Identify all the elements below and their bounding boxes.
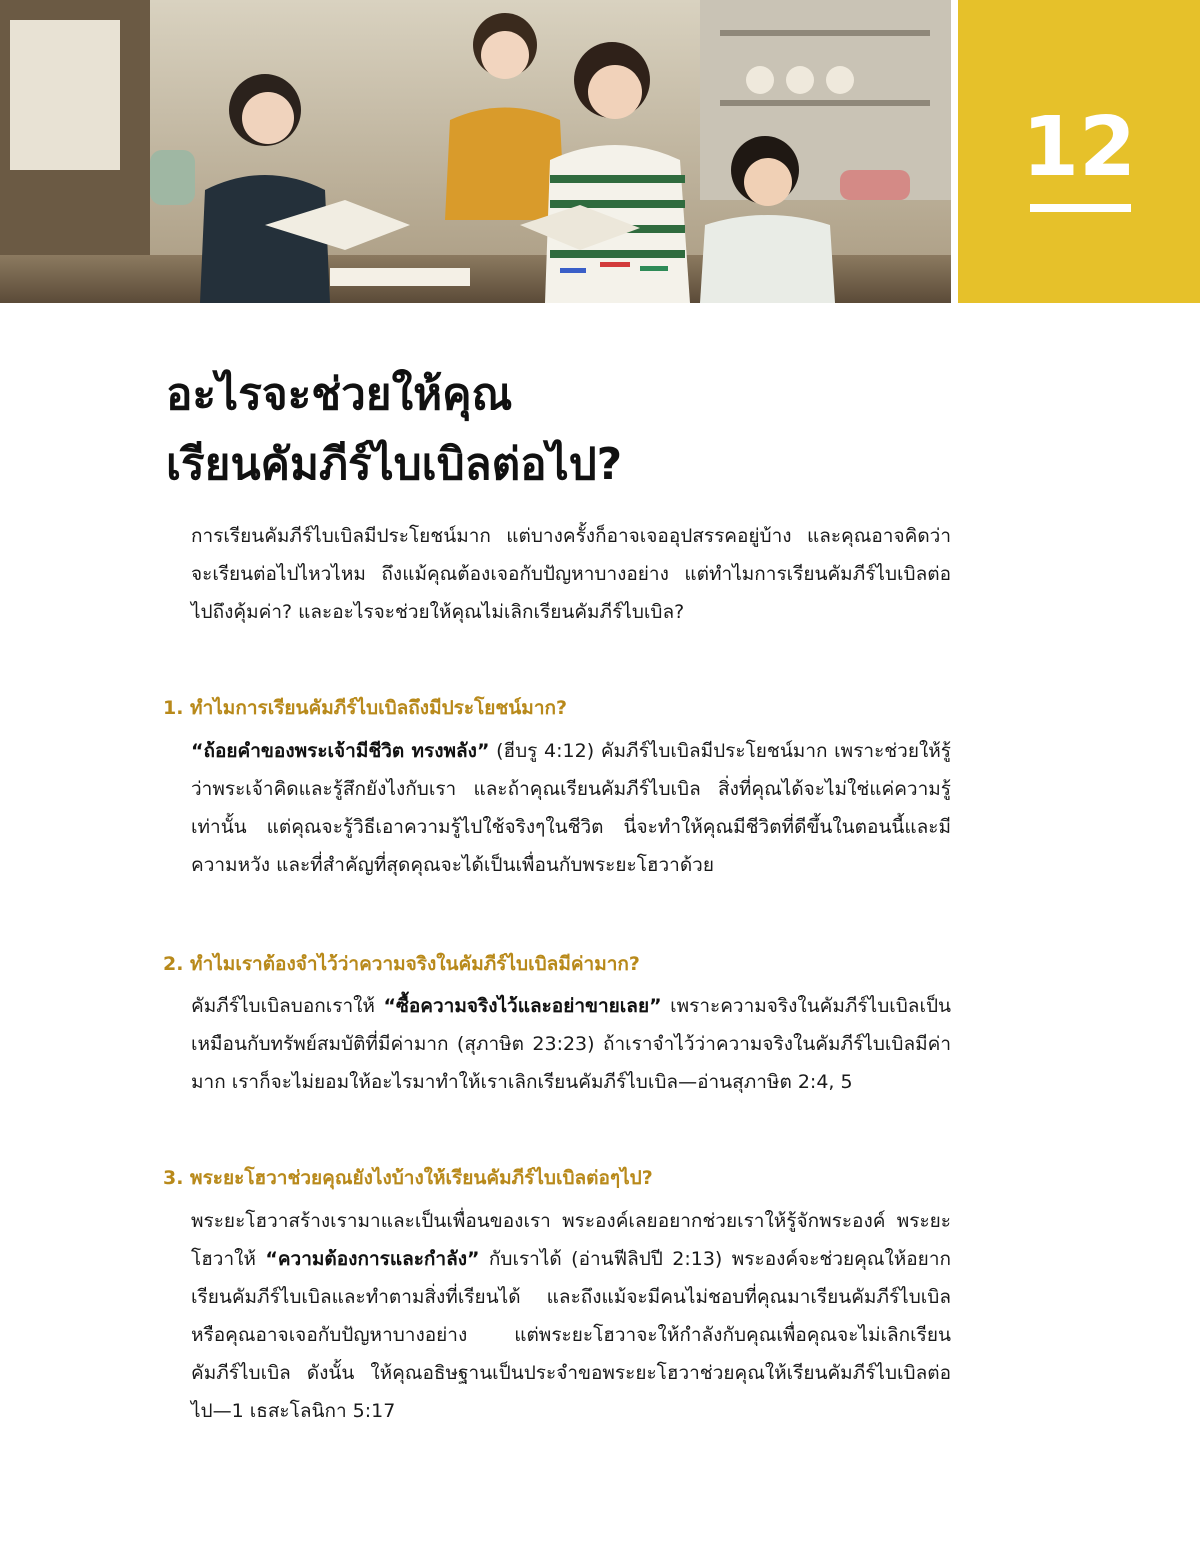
lesson-title	[166, 360, 966, 500]
answer-text: (ฮีบรู 4:12) คัมภีร์ไบเบิลมีประโยชน์มาก เพราะช่วยให้รู้ว่าพระเจ้าคิดและรู้สึกยังไงกับเรา และถ้าคุณเรียนคัมภีร์ไบเบิล สิ่งที่คุณได้จะไม่ใช่แค่ความรู้เท่านั้น แต่คุณจะรู้วิธีเอาความรู้ไปใช้จริงๆในชีวิต นี่จะทำให้คุณมีชีวิตที่ดีขึ้นในตอนนี้และมีความหวัง และที่สำคัญที่สุดคุณจะได้เป็นเพื่อนกับพระยะโฮวาด้วย	[191, 740, 951, 876]
lesson-title-line-2: เรียนคัมภีร์ไบเบิลต่อไป?	[166, 439, 623, 490]
scripture-quote: “ซื้อความจริงไว้และอย่าขายเลย”	[383, 995, 662, 1017]
answer-text: พระยะโฮวาสร้างเรามาและเป็นเพื่อนของเรา พระองค์เลยอยากช่วยเราให้รู้จักพระองค์ พระยะโฮวาให้	[191, 1210, 951, 1270]
question-heading: 3. พระยะโฮวาช่วยคุณยังไงบ้างให้เรียนคัมภีร์ไบเบิลต่อๆไป?	[163, 1167, 653, 1189]
chapter-number: 12	[1021, 100, 1137, 195]
answer-text: เพราะความจริงในคัมภีร์ไบเบิลเป็นเหมือนกับทรัพย์สมบัติที่มีค่ามาก (สุภาษิต 23:23) ถ้าเราจำไว้ว่าความจริงในคัมภีร์ไบเบิลมีค่ามาก เราก็จะไม่ยอมให้อะไรมาทำให้เราเลิกเรียนคัมภีร์ไบเบิล—อ่านสุภาษิต 2:4, 5	[191, 995, 951, 1093]
chapter-badge	[958, 0, 1200, 303]
family-bible-study-illustration	[0, 0, 951, 303]
scripture-quote: “ถ้อยคำของพระเจ้ามีชีวิต ทรงพลัง”	[191, 740, 490, 762]
answer-paragraph	[191, 987, 951, 1101]
header-photo	[0, 0, 951, 303]
answer-paragraph	[191, 732, 951, 884]
scripture-quote: “ความต้องการและกำลัง”	[265, 1248, 480, 1270]
question-heading: 1. ทำไมการเรียนคัมภีร์ไบเบิลถึงมีประโยชน์มาก?	[163, 697, 568, 719]
chapter-underline	[1030, 204, 1131, 212]
answer-text: กับเราได้ (อ่านฟีลิปปี 2:13) พระองค์จะช่วยคุณให้อยากเรียนคัมภีร์ไบเบิลและทำตามสิ่งที่เรียนได้ และถึงแม้จะมีคนไม่ชอบที่คุณมาเรียนคัมภีร์ไบเบิลหรือคุณอาจเจอกับปัญหาบางอย่าง แต่พระยะโฮวาจะให้กำลังกับคุณเพื่อคุณจะไม่เลิกเรียนคัมภีร์ไบเบิล ดังนั้น ให้คุณอธิษฐานเป็นประจำขอพระยะโฮวาช่วยคุณให้เรียนคัมภีร์ไบเบิลต่อไป—1 เธสะโลนิกา 5:17	[191, 1248, 951, 1422]
answer-paragraph	[191, 1202, 951, 1430]
lesson-title-line-1: อะไรจะช่วยให้คุณ	[166, 369, 513, 420]
answer-text: คัมภีร์ไบเบิลบอกเราให้	[191, 995, 384, 1017]
intro-paragraph: การเรียนคัมภีร์ไบเบิลมีประโยชน์มาก แต่บางครั้งก็อาจเจออุปสรรคอยู่บ้าง และคุณอาจคิดว่าจะเรียนต่อไปไหวไหม ถึงแม้คุณต้องเจอกับปัญหาบางอย่าง แต่ทำไมการเรียนคัมภีร์ไบเบิลต่อไปถึงคุ้มค่า? และอะไรจะช่วยให้คุณไม่เลิกเรียนคัมภีร์ไบเบิล?	[191, 525, 951, 623]
question-heading: 2. ทำไมเราต้องจำไว้ว่าความจริงในคัมภีร์ไบเบิลมีค่ามาก?	[163, 953, 640, 975]
